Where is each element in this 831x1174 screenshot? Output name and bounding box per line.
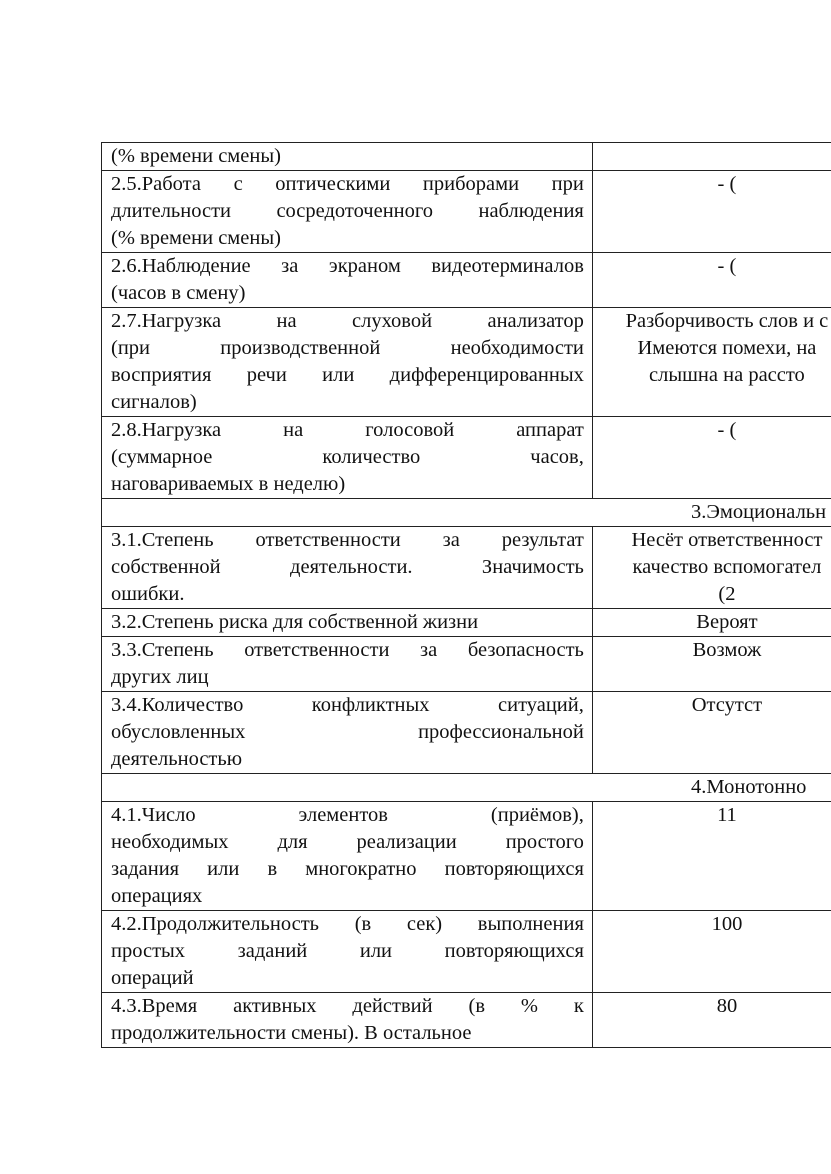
parameter-cell: [102, 911, 593, 993]
parameter-text-line: 4.1.Число элементов (приёмов),: [111, 804, 584, 826]
value-text-line: - (: [717, 419, 737, 441]
value-text-line: - (: [717, 173, 737, 195]
parameter-text-line: других лиц: [111, 666, 209, 688]
parameter-text-line: операциях: [111, 885, 203, 907]
value-text-line: Возмож: [692, 639, 762, 661]
parameter-text-line: операций: [111, 967, 194, 989]
value-text-line: 11: [717, 804, 737, 826]
table-row: [102, 637, 831, 692]
parameter-text-line: 4.3.Время активных действий (в % к: [111, 995, 584, 1017]
section-title: 4.Монотонно: [102, 774, 831, 802]
parameter-cell: [102, 417, 593, 499]
table-row: [102, 253, 831, 308]
value-text-line: [602, 143, 831, 170]
value-text-line: (2: [718, 583, 736, 605]
parameter-text-line: (% времени смены): [111, 145, 281, 167]
parameter-text-line: длительности сосредоточенного наблюдения: [111, 200, 584, 222]
parameter-cell: [102, 692, 593, 774]
table-row: [102, 417, 831, 499]
parameter-text-line: 3.3.Степень ответственности за безопасность: [111, 639, 584, 661]
parameter-text-line: ошибки.: [111, 583, 185, 605]
value-cell: [592, 171, 831, 253]
value-cell: [592, 637, 831, 692]
value-cell: [592, 417, 831, 499]
value-cell: [592, 143, 831, 171]
table-row: [102, 527, 831, 609]
section-row: [102, 774, 831, 802]
value-text-line: Отсутст: [691, 694, 763, 716]
value-cell: [592, 308, 831, 417]
value-text-line: 80: [716, 995, 738, 1017]
parameter-cell: [102, 527, 593, 609]
parameter-text-line: обусловленных профессиональной: [111, 721, 584, 743]
parameter-text-line: 4.2.Продолжительность (в сек) выполнения: [111, 913, 584, 935]
parameter-text-line: 2.5.Работа с оптическими приборами при: [111, 173, 584, 195]
parameter-text-line: 2.8.Нагрузка на голосовой аппарат: [111, 419, 584, 441]
parameter-text-line: необходимых для реализации простого: [111, 831, 584, 853]
value-text-line: Вероят: [696, 611, 758, 633]
parameter-text-line: наговариваемых в неделю): [111, 473, 346, 495]
table-row: [102, 308, 831, 417]
parameter-text-line: 3.4.Количество конфликтных ситуаций,: [111, 694, 584, 716]
parameter-text-line: продолжительности смены). В остальное: [111, 1022, 472, 1044]
value-text-line: Разборчивость слов и с: [625, 310, 829, 332]
value-cell: [592, 802, 831, 911]
parameter-text-line: простых заданий или повторяющихся: [111, 940, 584, 962]
parameter-cell: [102, 143, 593, 171]
value-cell: [592, 253, 831, 308]
value-text-line: - (: [717, 255, 737, 277]
parameter-text-line: собственной деятельности. Значимость: [111, 556, 584, 578]
section-title: 3.Эмоциональн: [102, 499, 831, 527]
table-row: [102, 802, 831, 911]
parameter-text-line: (суммарное количество часов,: [111, 446, 584, 468]
parameter-text-line: 3.2.Степень риска для собственной жизни: [111, 611, 479, 633]
parameter-text-line: (часов в смену): [111, 282, 246, 304]
parameter-cell: [102, 993, 593, 1048]
section-row: [102, 499, 831, 527]
parameter-cell: [102, 637, 593, 692]
table-row: [102, 993, 831, 1048]
parameter-cell: [102, 609, 593, 637]
value-cell: [592, 609, 831, 637]
parameter-text-line: задания или в многократно повторяющихся: [111, 858, 584, 880]
parameter-text-line: 2.7.Нагрузка на слуховой анализатор: [111, 310, 584, 332]
parameter-text-line: сигналов): [111, 391, 197, 413]
table-body: [102, 143, 831, 1048]
parameter-cell: [102, 171, 593, 253]
table-row: [102, 911, 831, 993]
document-table: [101, 142, 831, 1048]
parameter-cell: [102, 253, 593, 308]
parameter-text-line: 3.1.Степень ответственности за результат: [111, 529, 584, 551]
parameter-text-line: (при производственной необходимости: [111, 337, 584, 359]
value-cell: [592, 692, 831, 774]
table-row: [102, 609, 831, 637]
parameter-cell: [102, 308, 593, 417]
parameter-text-line: деятельностью: [111, 748, 243, 770]
value-text-line: 100: [711, 913, 743, 935]
parameter-cell: [102, 802, 593, 911]
parameter-text-line: 2.6.Наблюдение за экраном видеотерминалов: [111, 255, 584, 277]
value-text-line: Имеются помехи, на: [637, 337, 817, 359]
value-text-line: слышна на рассто: [649, 364, 805, 386]
table-row: [102, 692, 831, 774]
value-text-line: качество вспомогател: [632, 556, 822, 578]
table-row: [102, 171, 831, 253]
parameter-text-line: восприятия речи или дифференцированных: [111, 364, 584, 386]
table-row: [102, 143, 831, 171]
value-cell: [592, 993, 831, 1048]
parameter-text-line: (% времени смены): [111, 227, 281, 249]
value-cell: [592, 527, 831, 609]
value-cell: [592, 911, 831, 993]
value-text-line: Несёт ответственност: [631, 529, 823, 551]
